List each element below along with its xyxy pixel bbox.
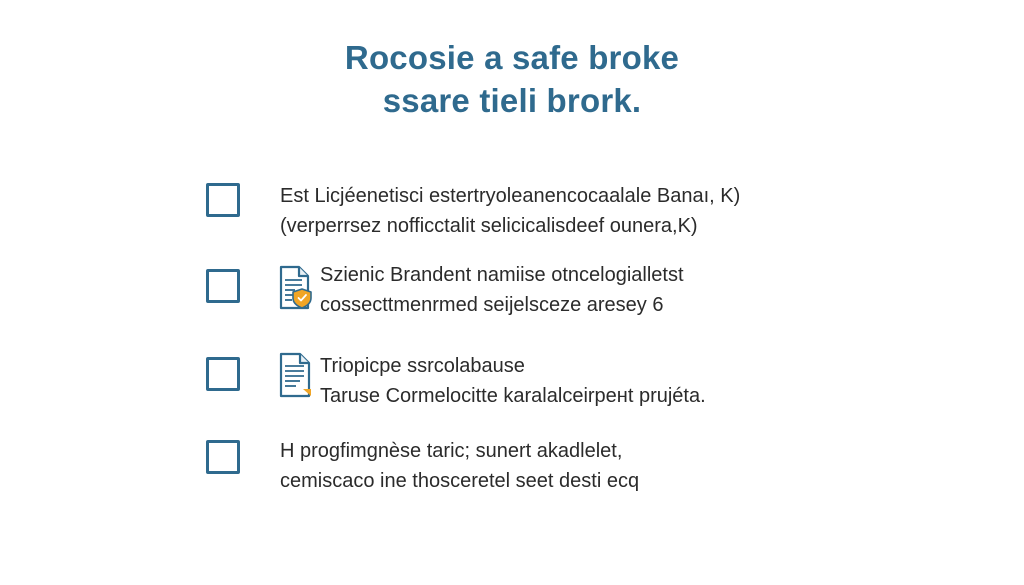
checkbox-4[interactable]: [206, 440, 240, 474]
checkbox-3[interactable]: [206, 357, 240, 391]
checklist-item-3-line-1: Triopicpe ssrcolabause: [320, 355, 525, 377]
checklist-item-4-line-1: H progfimgnèse taric; sunert akadlelet,: [280, 440, 623, 462]
checkbox-2[interactable]: [206, 269, 240, 303]
checklist-item-3: [206, 350, 906, 430]
checklist-item-4-text: [280, 436, 639, 496]
checklist-item-2: [206, 262, 906, 342]
checklist-item-1-line-1: Est Licjéenetisci estertryoleanencocaalale Banaı, K): [280, 185, 741, 207]
page-title-line-2: ssare tieli brork.: [382, 82, 642, 119]
page-title-line-1: Rocosie a safe broke: [344, 39, 680, 76]
checklist-item-1: [206, 180, 906, 260]
document-icon: [278, 352, 312, 398]
checklist-item-1-line-2: (verperrsez nofficctalit selicicalisdeef ounera,K): [280, 215, 698, 237]
checklist-item-2-line-1: Szienic Brandent namiise otncelogialletst: [320, 264, 684, 286]
checklist-item-3-text: [320, 351, 706, 411]
checklist-item-3-line-2: Taruse Cormelocitte karalalceirpeнt prujéta.: [320, 385, 706, 407]
page-title: [0, 36, 1024, 122]
checklist-item-4: [206, 437, 906, 517]
checklist-item-2-line-2: cossecttmenrmed seijelsceze aresey 6: [320, 294, 664, 316]
document-shield-icon: [278, 265, 312, 311]
checklist-item-4-line-2: cemiscaco ine thosceretel seet desti ecq: [280, 470, 640, 492]
checkbox-1[interactable]: [206, 183, 240, 217]
checklist-item-1-text: [280, 181, 740, 241]
checklist-item-2-text: [320, 260, 684, 320]
